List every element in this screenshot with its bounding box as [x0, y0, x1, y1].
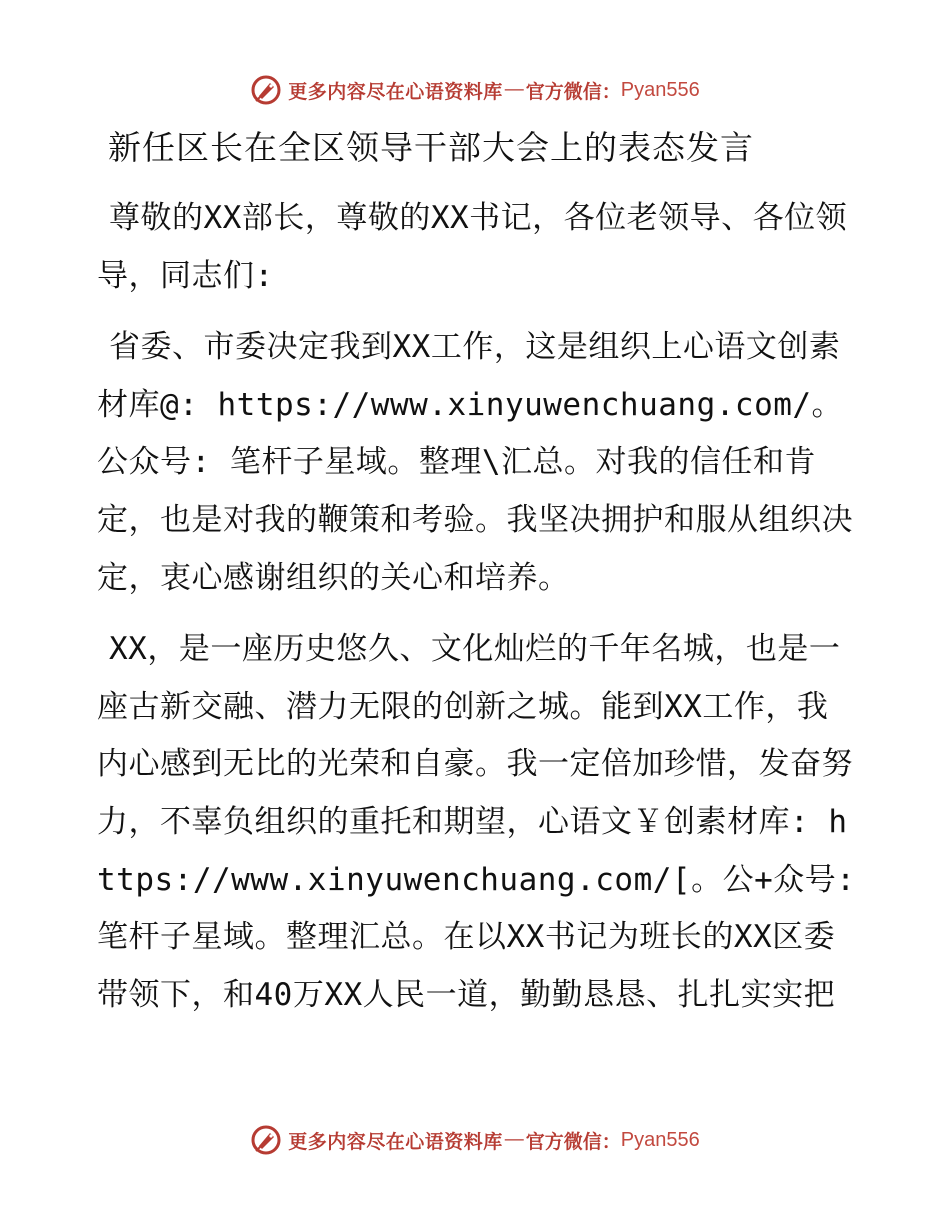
watermark-wechat-label: 官方微信： — [525, 80, 621, 103]
document-body — [97, 190, 857, 1024]
header-watermark — [0, 70, 950, 110]
footer-watermark — [0, 1120, 950, 1160]
watermark-wechat-id: Pyan556 — [620, 78, 700, 101]
paragraph-salutation: 尊敬的XX部长，尊敬的XX书记，各位老领导、各位领导，同志们: — [97, 200, 848, 294]
watermark-dash: — — [504, 79, 524, 100]
watermark-wechat-id: Pyan556 — [620, 1128, 700, 1151]
watermark-text: 更多内容尽在心语资料库 — [288, 80, 503, 103]
watermark-wechat-label: 官方微信： — [525, 1130, 621, 1153]
watermark-text: 更多内容尽在心语资料库 — [288, 1130, 503, 1153]
paragraph-city-commitment: XX，是一座历史悠久、文化灿烂的千年名城，也是一座古新交融、潜力无限的创新之城。能到XX工作，我内心感到无比的光荣和自豪。我一定倍加珍惜，发奋努力，不辜负组织的重托和期望，心语文￥创素材库: https://www.xinyuwenchuang.com/[。公+众号: 笔杆子星域。整理汇总。在以XX书记为班长的XX区委带领下，和40万XX人民一道，勤勤恳恳、扎扎实实把 — [97, 631, 856, 1013]
pen-nib-logo-icon — [250, 1124, 282, 1156]
paragraph-appointment: 省委、市委决定我到XX工作，这是组织上心语文创素材库@: https://www.xinyuwenchuang.com/。公众号: 笔杆子星域。整理\汇总。对我的信任和肯定，也是对我的鞭策和考验。我坚决拥护和服从组织决定，衷心感谢组织的关心和培养。 — [97, 329, 853, 596]
pen-nib-logo-icon — [250, 74, 282, 106]
document-title: 新任区长在全区领导干部大会上的表态发言 — [108, 128, 754, 167]
watermark-dash: — — [504, 1129, 524, 1150]
